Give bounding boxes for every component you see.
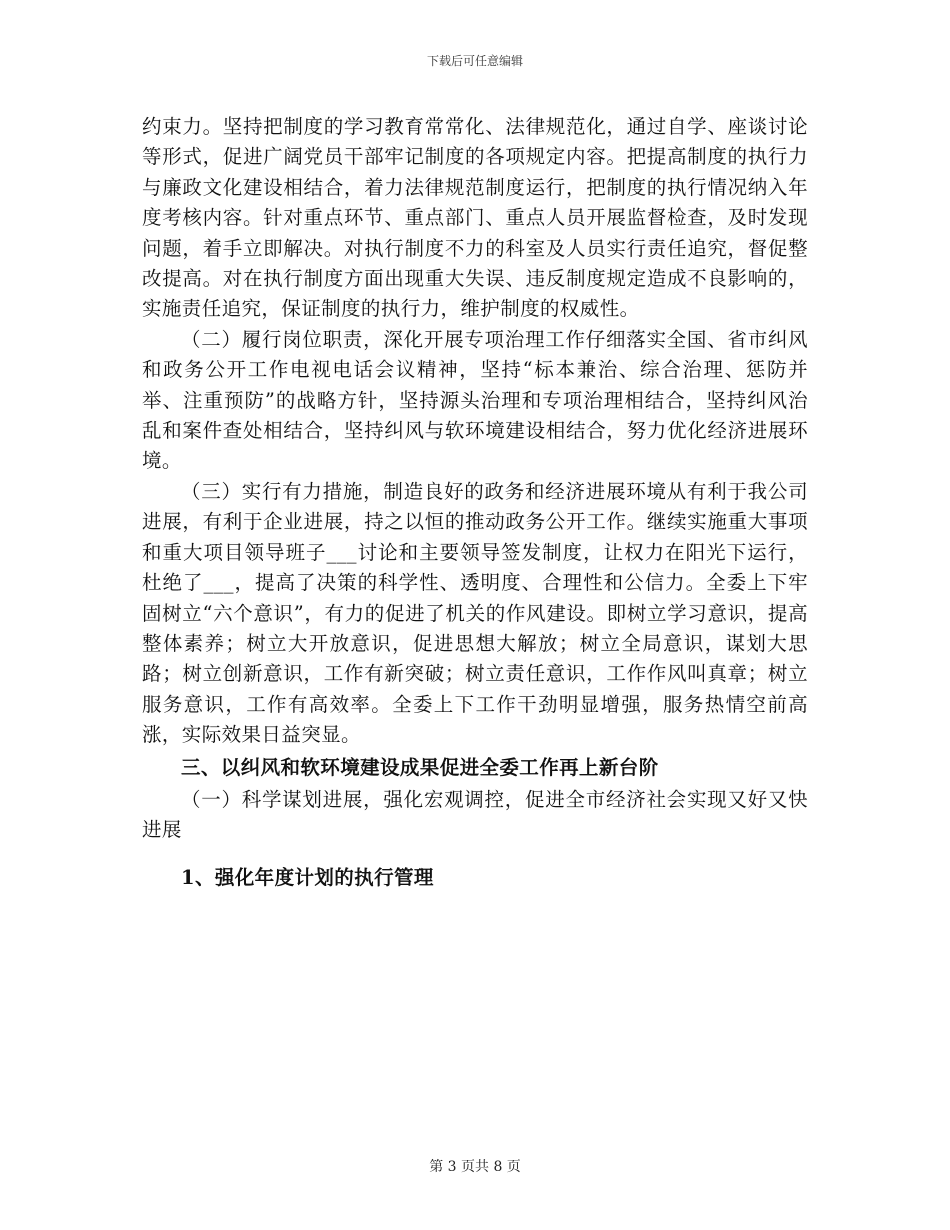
sub-heading: 1、强化年度计划的执行管理: [181, 865, 434, 889]
document-body: [142, 112, 808, 901]
paragraph-item-2: （二）履行岗位职责，深化开展专项治理工作仔细落实全国、省市纠风和政务公开工作电视电话会议精神，坚持“标本兼治、综合治理、惩防并举、注重预防”的战略方针，坚持源头治理和专项治理相结合，坚持纠风治乱和案件查处相结合，坚持纠风与软环境建设相结合，努力优化经济进展环境。: [142, 327, 808, 473]
page-header-note: 下载后可任意编辑: [426, 54, 523, 68]
sub-paragraph: （一）科学谋划进展，强化宏观调控，促进全市经济社会实现又好又快进展: [142, 787, 808, 841]
page-footer-number: 第 3 页共 8 页: [429, 1159, 521, 1175]
section-heading: 三、以纠风和软环境建设成果促进全委工作再上新台阶: [181, 755, 659, 779]
paragraph-continuation: 约束力。坚持把制度的学习教育常常化、法律规范化，通过自学、座谈讨论等形式，促进广阔党员干部牢记制度的各项规定内容。把提高制度的执行力与廉政文化建设相结合，着力法律规范制度运行，把制度的执行情况纳入年度考核内容。针对重点环节、重点部门、重点人员开展监督检查，及时发现问题，着手立即解决。对执行制度不力的科室及人员实行责任追究，督促整改提高。对在执行制度方面出现重大失误、违反制度规定造成不良影响的，实施责任追究，保证制度的执行力，维护制度的权威性。: [142, 115, 808, 321]
paragraph-item-3: （三）实行有力措施，制造良好的政务和经济进展环境从有利于我公司进展，有利于企业进展，持之以恒的推动政务公开工作。继续实施重大事项和重大项目领导班子___讨论和主要领导签发制度，让权力在阳光下运行，杜绝了___，提高了决策的科学性、透明度、合理性和公信力。全委上下牢固树立“六个意识”，有力的促进了机关的作风建设。即树立学习意识，提高整体素养；树立大开放意识，促进思想大解放；树立全局意识，谋划大思路；树立创新意识，工作有新突破；树立责任意识，工作作风叫真章；树立服务意识，工作有高效率。全委上下工作干劲明显增强，服务热情空前高涨，实际效果日益突显。: [142, 479, 808, 747]
